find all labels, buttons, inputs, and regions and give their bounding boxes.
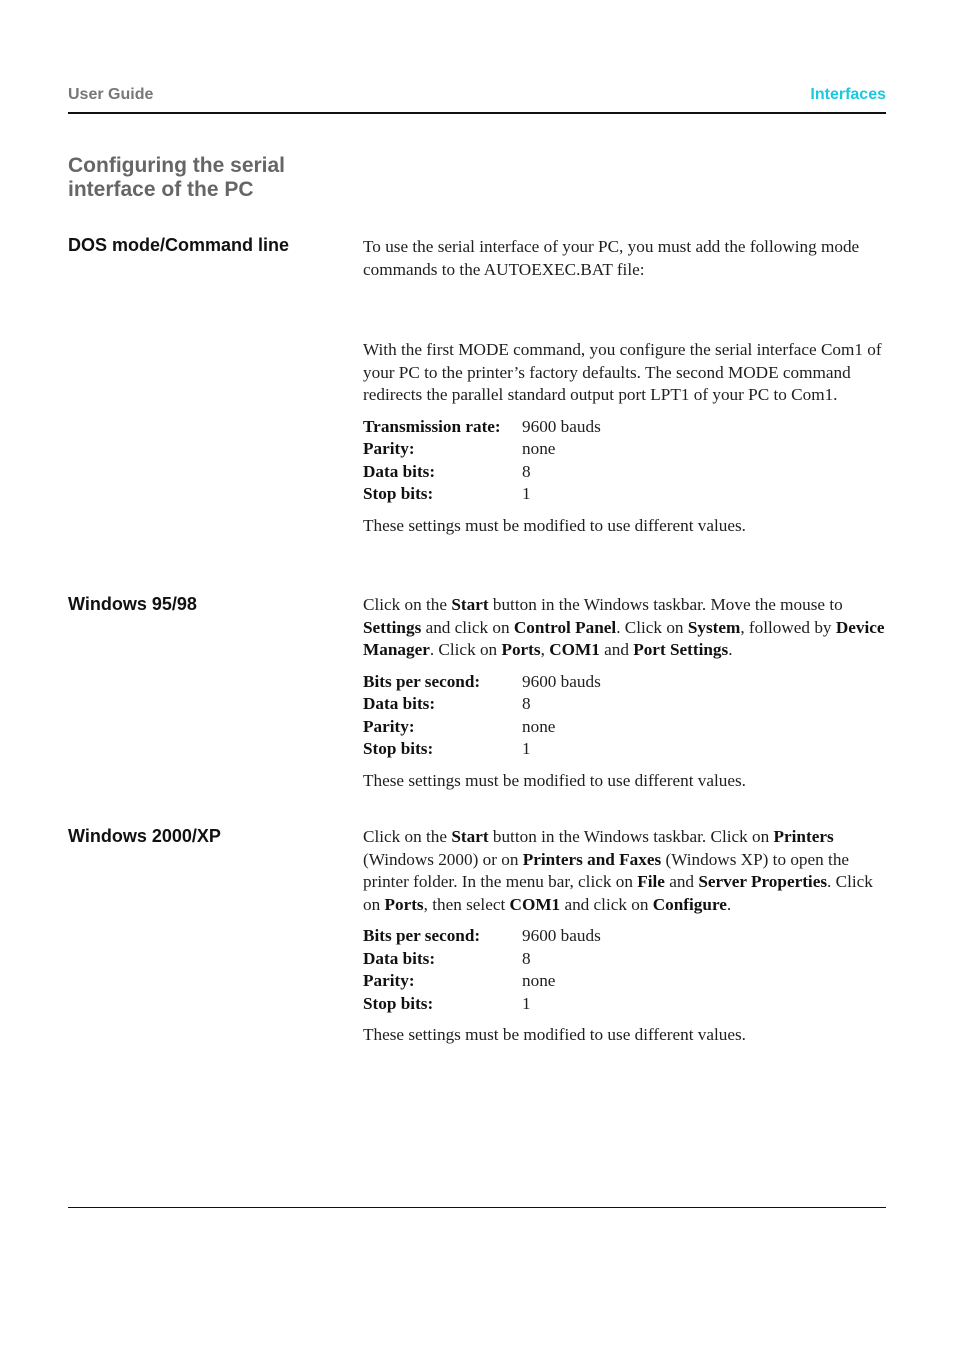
setting-row bbox=[363, 416, 886, 439]
setting-key: Stop bits: bbox=[363, 993, 434, 1013]
setting-key: Data bits: bbox=[363, 694, 436, 713]
setting-value: none bbox=[522, 971, 556, 990]
win9x-settings-list bbox=[363, 671, 886, 761]
setting-row bbox=[363, 693, 886, 716]
setting-row bbox=[363, 483, 886, 506]
dos-note: These settings must be modified to use different values. bbox=[363, 515, 746, 535]
setting-row bbox=[363, 738, 886, 761]
setting-key: Parity: bbox=[363, 716, 415, 736]
setting-value: 8 bbox=[522, 694, 531, 713]
section-heading-dos: DOS mode/Command line bbox=[68, 235, 290, 255]
win2k-paragraph: Click on the Start button in the Windows taskbar. Click on Printers (Windows 2000) or on Printers and Faxes (Windows XP) to open the printer folder. In the menu bar, click on File and Server Properties. Click on Ports, then select COM1 and click on Configure. bbox=[363, 827, 873, 914]
section-heading-win9x: Windows 95/98 bbox=[68, 594, 197, 614]
dos-explanation: With the first MODE command, you configure the serial interface Com1 of your PC to the printer’s factory defaults. The second MODE command redirects the parallel standard output port LPT1 of your PC to Com1. bbox=[363, 340, 882, 404]
setting-value: 9600 bauds bbox=[522, 416, 601, 436]
setting-key: Transmission rate: bbox=[363, 416, 501, 436]
header-rule bbox=[68, 112, 886, 114]
setting-row bbox=[363, 993, 886, 1016]
win2k-section bbox=[363, 826, 886, 1047]
setting-row bbox=[363, 671, 886, 694]
setting-row bbox=[363, 970, 886, 993]
dos-section bbox=[363, 236, 886, 281]
setting-key: Parity: bbox=[363, 971, 415, 990]
section-heading-win2k: Windows 2000/XP bbox=[68, 826, 221, 846]
setting-value: 1 bbox=[522, 484, 531, 503]
setting-value: 1 bbox=[522, 993, 531, 1013]
setting-value: 9600 bauds bbox=[522, 926, 601, 945]
setting-key: Stop bits: bbox=[363, 739, 434, 758]
setting-key: Bits per second: bbox=[363, 671, 481, 691]
running-header-right: Interfaces bbox=[810, 86, 886, 103]
dos-intro: To use the serial interface of your PC, you must add the following mode commands to the AUTOEXEC.BAT file: bbox=[363, 237, 860, 279]
setting-row bbox=[363, 716, 886, 739]
setting-key: Data bits: bbox=[363, 461, 436, 481]
setting-row bbox=[363, 925, 886, 948]
page-title: Configuring the serial interface of the PC bbox=[68, 154, 286, 201]
win9x-section bbox=[363, 594, 886, 792]
win9x-paragraph: Click on the Start button in the Windows taskbar. Move the mouse to Settings and click on Control Panel. Click on System, followed by Device Manager. Click on Ports, COM1 and Port Settings. bbox=[363, 595, 885, 659]
setting-row bbox=[363, 461, 886, 484]
setting-value: none bbox=[522, 439, 556, 458]
setting-key: Parity: bbox=[363, 439, 415, 458]
win2k-settings-list bbox=[363, 925, 886, 1015]
setting-key: Stop bits: bbox=[363, 484, 434, 503]
setting-row bbox=[363, 438, 886, 461]
setting-row bbox=[363, 948, 886, 971]
setting-key: Bits per second: bbox=[363, 926, 481, 945]
setting-value: 8 bbox=[522, 461, 531, 481]
dos-details bbox=[363, 339, 886, 537]
win9x-note: These settings must be modified to use different values. bbox=[363, 770, 746, 790]
dos-settings-list bbox=[363, 416, 886, 506]
setting-value: none bbox=[522, 716, 556, 736]
win2k-note: These settings must be modified to use different values. bbox=[363, 1025, 746, 1044]
setting-value: 8 bbox=[522, 948, 531, 968]
running-header-left: User Guide bbox=[68, 86, 154, 103]
footer-rule bbox=[68, 1207, 886, 1208]
setting-key: Data bits: bbox=[363, 948, 436, 968]
setting-value: 9600 bauds bbox=[522, 671, 601, 691]
setting-value: 1 bbox=[522, 739, 531, 758]
